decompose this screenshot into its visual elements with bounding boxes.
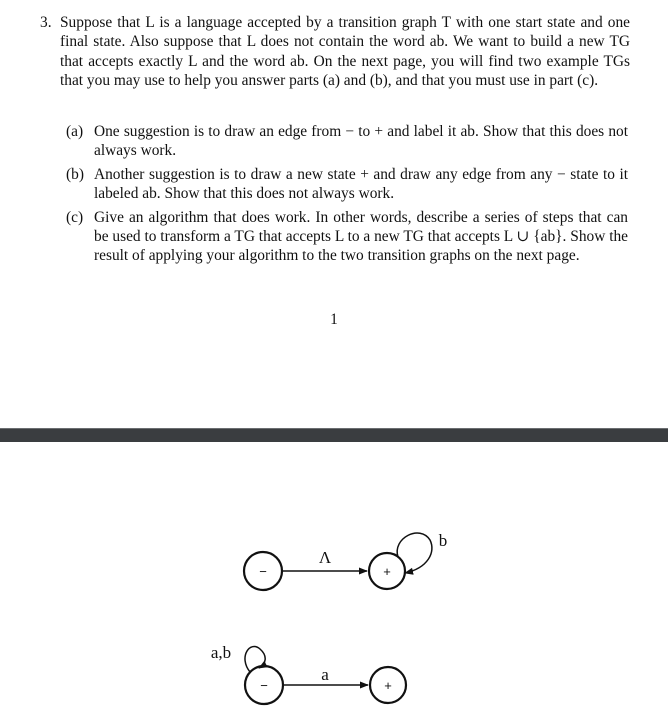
graph2-edge-label: a bbox=[321, 665, 329, 684]
graph-2 bbox=[211, 643, 406, 704]
question-number: 3. bbox=[40, 14, 52, 31]
graph1-self-loop bbox=[397, 533, 432, 573]
page-divider bbox=[0, 428, 668, 443]
graph2-start-label: − bbox=[260, 678, 268, 693]
graph2-loop-label: a,b bbox=[210, 643, 232, 662]
page-number: 1 bbox=[330, 311, 338, 328]
part-a-label: (a) bbox=[66, 123, 84, 140]
question-3 bbox=[40, 13, 630, 91]
question-text: Suppose that L is a language accepted by a transition graph T with one start state and one final state. Also suppose that L does not contain the word ab. We want to build a new TG that accepts exactly L and the word ab. On the next page, you will find two example TGs that you may use to help you answer parts (a) and (b), and that you must use in part (c). bbox=[60, 14, 630, 90]
part-a-text: One suggestion is to draw an edge from − to + and label it ab. Show that this does not always work. bbox=[94, 123, 628, 160]
page-2 bbox=[0, 442, 668, 713]
graph1-edge-label: Λ bbox=[318, 548, 332, 567]
graph1-start-label: − bbox=[259, 564, 267, 579]
part-b-text: Another suggestion is to draw a new state + and draw any edge from any − state to it labeled ab. Show that this does not always work. bbox=[94, 165, 628, 203]
part-b-label: (b) bbox=[66, 165, 84, 183]
transition-graphs bbox=[0, 442, 668, 713]
graph1-loop-label: b bbox=[438, 531, 448, 550]
part-c bbox=[66, 208, 628, 266]
graph-1 bbox=[244, 531, 447, 590]
part-c-label: (c) bbox=[66, 208, 84, 226]
part-a bbox=[66, 122, 628, 161]
graph1-final-label: + bbox=[383, 564, 391, 579]
part-b bbox=[66, 165, 628, 204]
part-c-text: Give an algorithm that does work. In other words, describe a series of steps that can be used to transform a TG that accepts L to a new TG that accepts L ∪ {ab}. Show the result of applying your algorithm to the two transition graphs on the next page. bbox=[94, 208, 628, 265]
question-parts bbox=[66, 122, 628, 270]
graph2-final-label: + bbox=[384, 678, 392, 693]
